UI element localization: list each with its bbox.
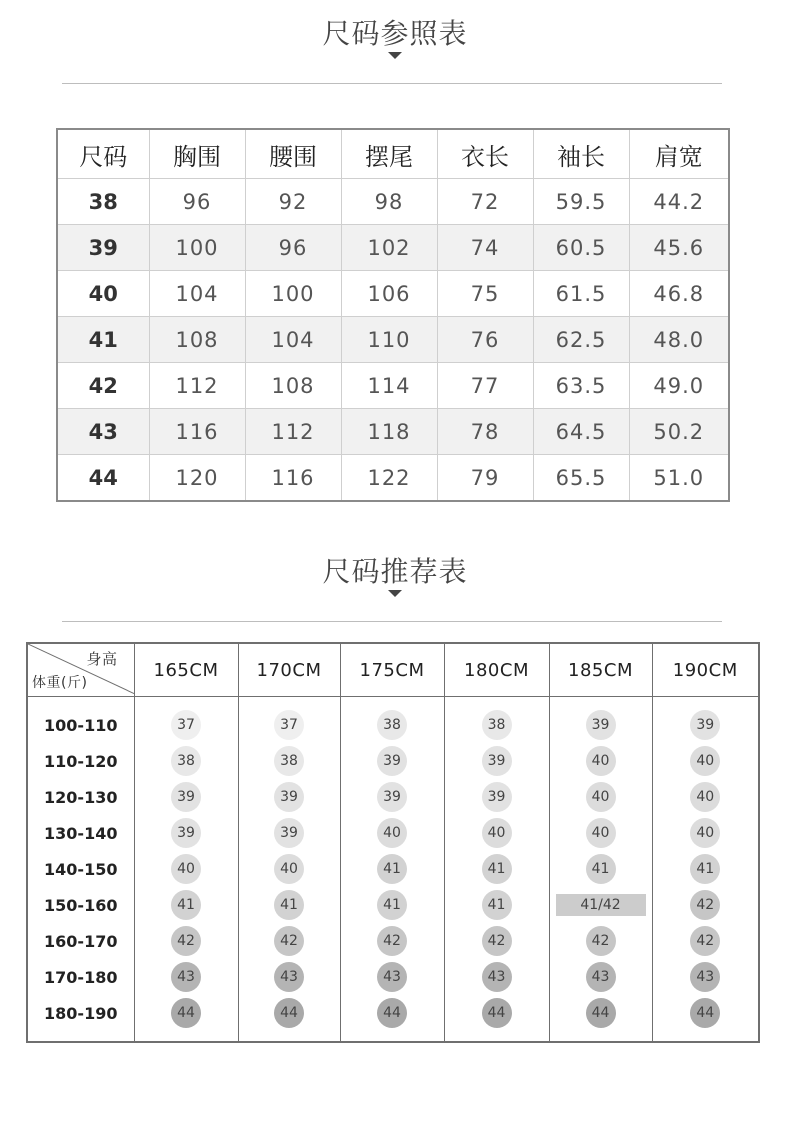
size-badge: 39 <box>171 818 201 848</box>
measurement-cell: 76 <box>437 317 533 363</box>
size-cell <box>652 779 759 815</box>
size-cell <box>134 707 238 743</box>
measurement-cell: 44.2 <box>629 179 729 225</box>
measurement-cell: 100 <box>245 271 341 317</box>
spacer-cell <box>444 1031 549 1042</box>
measurement-cell: 108 <box>245 363 341 409</box>
caret-down-icon <box>388 52 402 59</box>
size-badge: 43 <box>274 962 304 992</box>
spacer-cell <box>134 1031 238 1042</box>
size-cell <box>549 779 652 815</box>
size-cell: 39 <box>57 225 149 271</box>
size-cell <box>652 995 759 1031</box>
measurement-cell: 114 <box>341 363 437 409</box>
spacer-cell <box>444 697 549 708</box>
size-cell: 41 <box>57 317 149 363</box>
size-cell <box>652 959 759 995</box>
table-row <box>27 923 759 959</box>
size-cell <box>340 851 444 887</box>
size-badge: 44 <box>690 998 720 1028</box>
table-row <box>57 363 729 409</box>
measurement-cell: 62.5 <box>533 317 629 363</box>
divider <box>62 621 722 622</box>
size-cell <box>652 923 759 959</box>
size-cell <box>652 851 759 887</box>
spacer-cell <box>340 1031 444 1042</box>
height-column-header: 180CM <box>444 643 549 697</box>
measurement-cell: 78 <box>437 409 533 455</box>
column-header: 衣长 <box>437 129 533 179</box>
measurement-cell: 51.0 <box>629 455 729 502</box>
table-row <box>57 179 729 225</box>
size-cell <box>238 815 340 851</box>
size-cell: 42 <box>57 363 149 409</box>
measurement-cell: 61.5 <box>533 271 629 317</box>
weight-range-cell: 120-130 <box>27 779 134 815</box>
height-axis-label: 身高 <box>86 650 118 668</box>
size-cell <box>238 959 340 995</box>
weight-range-cell: 100-110 <box>27 707 134 743</box>
size-badge: 40 <box>690 746 720 776</box>
size-cell <box>134 815 238 851</box>
size-badge: 39 <box>377 782 407 812</box>
size-cell <box>549 923 652 959</box>
table-row <box>27 995 759 1031</box>
size-cell <box>134 959 238 995</box>
size-cell <box>549 743 652 779</box>
size-cell <box>238 851 340 887</box>
measurement-cell: 120 <box>149 455 245 502</box>
measurement-cell: 116 <box>149 409 245 455</box>
measurement-cell: 79 <box>437 455 533 502</box>
measurement-cell: 77 <box>437 363 533 409</box>
weight-axis-label: 体重(斤) <box>32 675 88 691</box>
measurement-cell: 72 <box>437 179 533 225</box>
size-cell <box>340 743 444 779</box>
spacer-cell <box>238 1031 340 1042</box>
recommend-title: 尺码推荐表 <box>322 555 468 588</box>
measurement-cell: 46.8 <box>629 271 729 317</box>
size-cell <box>340 995 444 1031</box>
size-cell <box>238 707 340 743</box>
size-cell <box>238 743 340 779</box>
size-badge: 42 <box>482 926 512 956</box>
size-badge: 42 <box>690 890 720 920</box>
size-badge: 40 <box>377 818 407 848</box>
size-cell <box>444 851 549 887</box>
table-row <box>57 271 729 317</box>
measurement-cell: 63.5 <box>533 363 629 409</box>
size-badge: 42 <box>274 926 304 956</box>
size-cell <box>444 995 549 1031</box>
spacer-cell <box>27 697 134 708</box>
size-badge: 39 <box>171 782 201 812</box>
measurement-cell: 116 <box>245 455 341 502</box>
size-cell <box>549 815 652 851</box>
measurement-cell: 65.5 <box>533 455 629 502</box>
measurement-cell: 92 <box>245 179 341 225</box>
table-row <box>57 455 729 502</box>
size-cell <box>444 923 549 959</box>
height-column-header: 190CM <box>652 643 759 697</box>
corner-header-cell <box>27 643 134 697</box>
size-badge: 38 <box>482 710 512 740</box>
divider <box>62 83 722 84</box>
size-cell <box>134 779 238 815</box>
size-badge: 43 <box>377 962 407 992</box>
measurement-cell: 106 <box>341 271 437 317</box>
size-cell <box>444 743 549 779</box>
measurement-cell: 96 <box>149 179 245 225</box>
size-badge: 40 <box>690 818 720 848</box>
size-cell <box>652 887 759 923</box>
weight-range-cell: 140-150 <box>27 851 134 887</box>
size-badge: 42 <box>690 926 720 956</box>
size-badge: 41 <box>377 854 407 884</box>
table-row <box>27 743 759 779</box>
spacer-cell <box>238 697 340 708</box>
size-badge: 44 <box>586 998 616 1028</box>
size-badge: 38 <box>377 710 407 740</box>
measurement-cell: 59.5 <box>533 179 629 225</box>
size-badge: 41 <box>274 890 304 920</box>
size-badge: 41 <box>171 890 201 920</box>
size-badge: 43 <box>690 962 720 992</box>
measurement-cell: 98 <box>341 179 437 225</box>
size-badge: 44 <box>482 998 512 1028</box>
size-badge: 44 <box>377 998 407 1028</box>
measurement-cell: 100 <box>149 225 245 271</box>
column-header: 肩宽 <box>629 129 729 179</box>
height-column-header: 165CM <box>134 643 238 697</box>
size-cell <box>340 707 444 743</box>
weight-range-cell: 160-170 <box>27 923 134 959</box>
measurement-cell: 60.5 <box>533 225 629 271</box>
size-cell: 43 <box>57 409 149 455</box>
size-badge: 43 <box>482 962 512 992</box>
size-cell <box>444 707 549 743</box>
size-badge: 39 <box>690 710 720 740</box>
measurement-cell: 122 <box>341 455 437 502</box>
size-cell <box>238 887 340 923</box>
size-badge: 41 <box>482 854 512 884</box>
size-cell <box>444 779 549 815</box>
size-cell <box>238 779 340 815</box>
size-badge: 41 <box>377 890 407 920</box>
size-cell <box>549 707 652 743</box>
column-header: 袖长 <box>533 129 629 179</box>
spacer-cell <box>549 697 652 708</box>
height-column-header: 185CM <box>549 643 652 697</box>
size-badge: 41 <box>690 854 720 884</box>
size-cell <box>652 815 759 851</box>
caret-down-icon <box>388 590 402 597</box>
weight-range-cell: 150-160 <box>27 887 134 923</box>
spacer-row <box>27 1031 759 1042</box>
table-row <box>27 959 759 995</box>
measurement-cell: 104 <box>149 271 245 317</box>
table-row <box>57 317 729 363</box>
height-column-header: 170CM <box>238 643 340 697</box>
size-cell <box>134 923 238 959</box>
measurement-cell: 118 <box>341 409 437 455</box>
size-badge: 40 <box>586 782 616 812</box>
table-row <box>57 409 729 455</box>
size-badge: 37 <box>171 710 201 740</box>
size-badge: 41 <box>586 854 616 884</box>
weight-range-cell: 110-120 <box>27 743 134 779</box>
size-cell <box>549 959 652 995</box>
measurement-cell: 108 <box>149 317 245 363</box>
measurement-cell: 48.0 <box>629 317 729 363</box>
size-cell: 44 <box>57 455 149 502</box>
spacer-cell <box>652 697 759 708</box>
size-badge: 42 <box>377 926 407 956</box>
size-badge: 40 <box>274 854 304 884</box>
size-badge: 38 <box>171 746 201 776</box>
size-badge: 43 <box>171 962 201 992</box>
size-cell: 40 <box>57 271 149 317</box>
size-badge: 44 <box>274 998 304 1028</box>
spacer-cell <box>134 697 238 708</box>
size-badge: 39 <box>482 746 512 776</box>
measurement-cell: 50.2 <box>629 409 729 455</box>
size-reference-table <box>56 128 730 502</box>
size-badge: 37 <box>274 710 304 740</box>
size-cell <box>134 995 238 1031</box>
size-badge: 39 <box>586 710 616 740</box>
size-badge: 39 <box>482 782 512 812</box>
table-row <box>27 815 759 851</box>
size-badge: 40 <box>690 782 720 812</box>
measurement-cell: 112 <box>149 363 245 409</box>
size-badge: 40 <box>586 746 616 776</box>
size-badge: 43 <box>586 962 616 992</box>
measurement-cell: 96 <box>245 225 341 271</box>
measurement-cell: 102 <box>341 225 437 271</box>
size-cell <box>444 815 549 851</box>
size-cell <box>549 995 652 1031</box>
size-cell <box>340 959 444 995</box>
column-header: 腰围 <box>245 129 341 179</box>
size-cell <box>134 887 238 923</box>
size-cell <box>549 887 652 923</box>
measurement-cell: 45.6 <box>629 225 729 271</box>
spacer-cell <box>549 1031 652 1042</box>
measurement-cell: 75 <box>437 271 533 317</box>
size-cell <box>340 923 444 959</box>
size-badge: 42 <box>171 926 201 956</box>
size-cell <box>444 887 549 923</box>
size-pill: 41/42 <box>556 894 646 916</box>
reference-title: 尺码参照表 <box>322 17 468 50</box>
weight-range-cell: 180-190 <box>27 995 134 1031</box>
size-cell <box>652 743 759 779</box>
size-cell <box>444 959 549 995</box>
size-badge: 38 <box>274 746 304 776</box>
height-column-header: 175CM <box>340 643 444 697</box>
size-cell <box>340 887 444 923</box>
size-badge: 40 <box>586 818 616 848</box>
column-header: 尺码 <box>57 129 149 179</box>
size-badge: 39 <box>274 818 304 848</box>
table-row <box>27 779 759 815</box>
size-cell <box>134 743 238 779</box>
size-recommendation-table <box>26 642 760 1043</box>
measurement-cell: 74 <box>437 225 533 271</box>
spacer-cell <box>340 697 444 708</box>
measurement-cell: 49.0 <box>629 363 729 409</box>
spacer-cell <box>652 1031 759 1042</box>
table-row <box>57 225 729 271</box>
spacer-row <box>27 697 759 708</box>
column-header: 摆尾 <box>341 129 437 179</box>
measurement-cell: 64.5 <box>533 409 629 455</box>
weight-range-cell: 170-180 <box>27 959 134 995</box>
size-cell <box>340 815 444 851</box>
size-badge: 41 <box>482 890 512 920</box>
size-cell: 38 <box>57 179 149 225</box>
weight-range-cell: 130-140 <box>27 815 134 851</box>
size-cell <box>134 851 238 887</box>
measurement-cell: 104 <box>245 317 341 363</box>
size-cell <box>340 779 444 815</box>
size-cell <box>549 851 652 887</box>
table-row <box>27 851 759 887</box>
size-badge: 42 <box>586 926 616 956</box>
size-cell <box>238 923 340 959</box>
table-header-row <box>27 643 759 697</box>
size-badge: 39 <box>377 746 407 776</box>
table-row <box>27 887 759 923</box>
table-header-row <box>57 129 729 179</box>
size-badge: 40 <box>171 854 201 884</box>
size-cell <box>652 707 759 743</box>
size-cell <box>238 995 340 1031</box>
measurement-cell: 110 <box>341 317 437 363</box>
size-badge: 40 <box>482 818 512 848</box>
size-badge: 44 <box>171 998 201 1028</box>
measurement-cell: 112 <box>245 409 341 455</box>
table-row <box>27 707 759 743</box>
spacer-cell <box>27 1031 134 1042</box>
size-badge: 39 <box>274 782 304 812</box>
column-header: 胸围 <box>149 129 245 179</box>
